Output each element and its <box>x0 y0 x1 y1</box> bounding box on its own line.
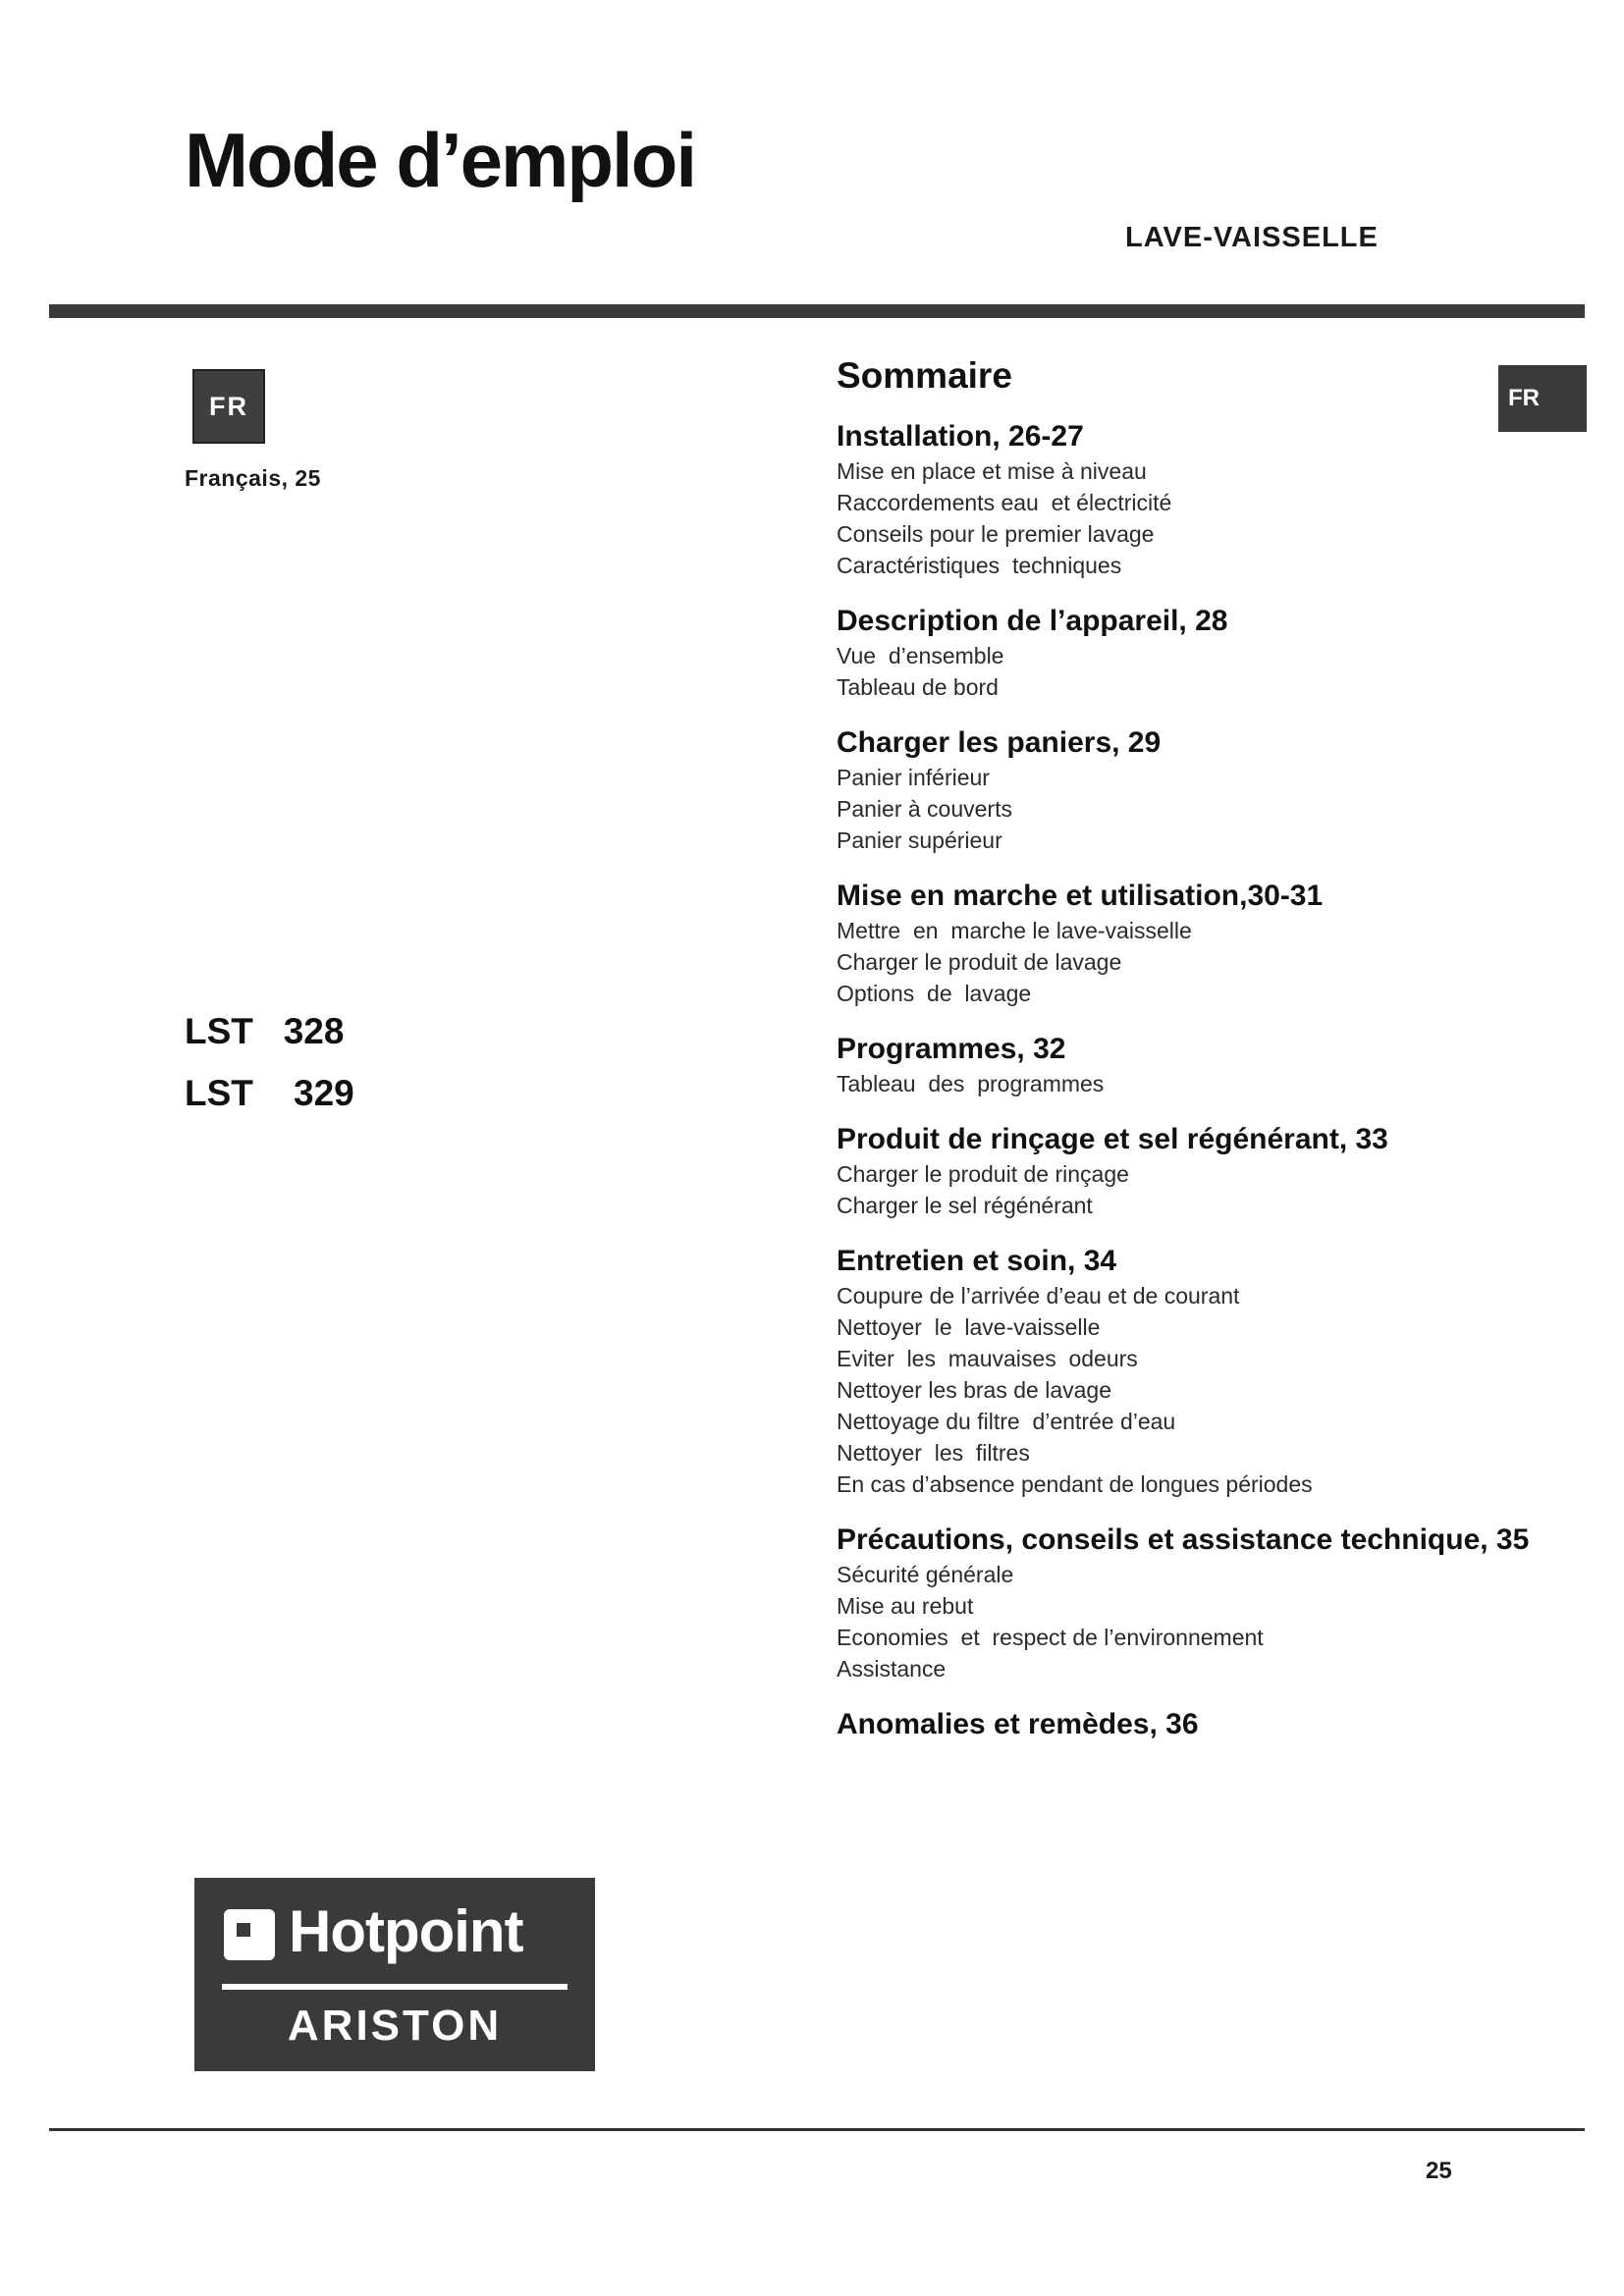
toc-section-precautions <box>837 1525 1543 1684</box>
toc-item: Panier supérieur <box>837 828 1002 853</box>
toc-item: Mise en place et mise à niveau <box>837 458 1147 484</box>
toc-section-heading: Précautions, conseils et assistance technique, 35 <box>837 1523 1530 1556</box>
toc-item: En cas d’absence pendant de longues périodes <box>837 1471 1313 1497</box>
toc-section-heading: Charger les paniers, 29 <box>837 726 1162 759</box>
toc-item: Eviter les mauvaises odeurs <box>837 1346 1138 1371</box>
toc-item: Coupure de l’arrivée d’eau et de courant <box>837 1283 1240 1308</box>
page-number: 25 <box>1426 2158 1452 2184</box>
toc-item: Mettre en marche le lave-vaisselle <box>837 918 1192 943</box>
toc-item: Charger le produit de lavage <box>837 949 1122 975</box>
top-divider <box>49 304 1585 318</box>
toc-title: Sommaire <box>837 355 1012 396</box>
toc-section-description <box>837 607 1543 703</box>
toc-section-mise-en-marche <box>837 881 1543 1009</box>
document-subtitle: LAVE-VAISSELLE <box>1125 222 1379 253</box>
toc-item: Raccordements eau et électricité <box>837 490 1172 515</box>
toc-item: Assistance <box>837 1656 947 1682</box>
toc-section-heading: Programmes, 32 <box>837 1033 1066 1065</box>
toc-section-heading: Anomalies et remèdes, 36 <box>837 1708 1199 1740</box>
toc-section-programmes <box>837 1035 1543 1099</box>
toc-item: Vue d’ensemble <box>837 643 1004 668</box>
toc-item: Economies et respect de l’environnement <box>837 1625 1264 1650</box>
toc-item: Nettoyer le lave-vaisselle <box>837 1314 1101 1340</box>
toc-item: Mise au rebut <box>837 1593 974 1619</box>
toc-section-heading: Description de l’appareil, 28 <box>837 605 1228 637</box>
toc-item: Nettoyer les bras de lavage <box>837 1377 1111 1403</box>
toc-section-installation <box>837 422 1543 581</box>
language-badge: FR <box>192 369 265 444</box>
toc-item: Tableau de bord <box>837 674 999 700</box>
bottom-divider <box>49 2128 1585 2131</box>
toc-section-entretien <box>837 1247 1543 1500</box>
logo-sub-name: ARISTON <box>287 2002 503 2050</box>
table-of-contents <box>837 355 1543 1765</box>
toc-item: Nettoyer les filtres <box>837 1440 1030 1466</box>
toc-item: Caractéristiques techniques <box>837 553 1122 578</box>
logo-dot <box>237 1923 250 1937</box>
toc-item: Charger le produit de rinçage <box>837 1161 1129 1187</box>
toc-section-paniers <box>837 728 1543 856</box>
toc-section-anomalies <box>837 1710 1543 1739</box>
toc-item: Options de lavage <box>837 981 1032 1006</box>
logo-brand-name: Hotpoint <box>289 1898 523 1964</box>
logo-divider <box>222 1984 568 1990</box>
toc-item: Nettoyage du filtre d’entrée d’eau <box>837 1409 1176 1434</box>
toc-section-heading: Mise en marche et utilisation,30-31 <box>837 880 1324 912</box>
language-page-ref: Français, 25 <box>185 465 321 491</box>
toc-item: Tableau des programmes <box>837 1071 1105 1096</box>
model-number: LST 329 <box>185 1073 354 1113</box>
toc-item: Panier à couverts <box>837 796 1012 822</box>
page-title: Mode d’emploi <box>185 117 695 203</box>
toc-item: Charger le sel régénérant <box>837 1193 1093 1218</box>
logo-square-icon <box>224 1909 275 1960</box>
toc-section-heading: Produit de rinçage et sel régénérant, 33 <box>837 1123 1388 1155</box>
model-number: LST 328 <box>185 1011 345 1051</box>
toc-section-heading: Installation, 26-27 <box>837 420 1084 453</box>
toc-item: Panier inférieur <box>837 765 990 790</box>
language-side-tab: FR <box>1498 365 1587 432</box>
toc-item: Sécurité générale <box>837 1562 1014 1587</box>
toc-section-rincage <box>837 1125 1543 1221</box>
toc-item: Conseils pour le premier lavage <box>837 521 1155 547</box>
toc-section-heading: Entretien et soin, 34 <box>837 1245 1117 1277</box>
brand-logo <box>194 1878 595 2071</box>
